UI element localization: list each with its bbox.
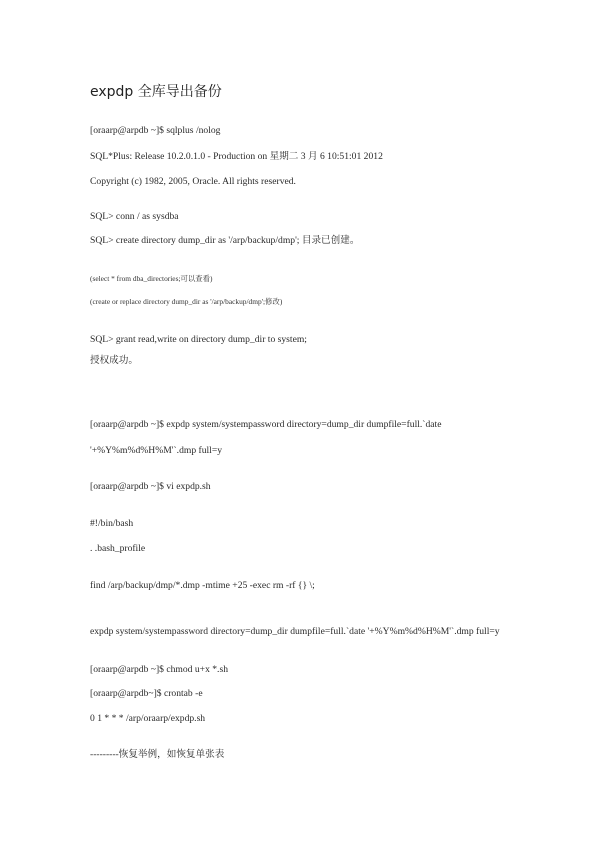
text-line: [oraarp@arpdb ~]$ sqlplus /nolog <box>90 125 221 136</box>
text-line: SQL> conn / as sysdba <box>90 211 179 222</box>
text-line: #!/bin/bash <box>90 518 134 529</box>
text-line: expdp system/systempassword directory=dump_dir dumpfile=full.`date '+%Y%m%d%H%M'`.dmp full=y <box>90 626 500 637</box>
text-line: SQL> grant read,write on directory dump_dir to system; <box>90 334 307 345</box>
text-line: [oraarp@arpdb ~]$ vi expdp.sh <box>90 481 211 492</box>
text-line: 授权成功。 <box>90 355 138 366</box>
document-title: expdp 全库导出备份 <box>90 84 222 100</box>
text-line: Copyright (c) 1982, 2005, Oracle. All rights reserved. <box>90 176 296 187</box>
text-line: SQL*Plus: Release 10.2.0.1.0 - Production on 星期二 3 月 6 10:51:01 2012 <box>90 151 383 162</box>
text-line: (create or replace directory dump_dir as '/arp/backup/dmp';修改) <box>90 297 283 306</box>
text-line: [oraarp@arpdb~]$ crontab -e <box>90 688 203 699</box>
text-line: 0 1 * * * /arp/oraarp/expdp.sh <box>90 713 206 724</box>
text-line: [oraarp@arpdb ~]$ expdp system/systempassword directory=dump_dir dumpfile=full.`date <box>90 419 442 430</box>
text-line: find /arp/backup/dmp/*.dmp -mtime +25 -exec rm -rf {} \; <box>90 580 315 591</box>
text-line: '+%Y%m%d%H%M'`.dmp full=y <box>90 445 223 456</box>
text-line: . .bash_profile <box>90 543 146 554</box>
text-line: (select * from dba_directories;可以查看) <box>90 274 213 283</box>
text-line: [oraarp@arpdb ~]$ chmod u+x *.sh <box>90 664 228 675</box>
text-line: ---------恢复举例，如恢复单张表 <box>90 749 225 760</box>
text-line: SQL> create directory dump_dir as '/arp/backup/dmp'; 目录已创建。 <box>90 235 360 246</box>
